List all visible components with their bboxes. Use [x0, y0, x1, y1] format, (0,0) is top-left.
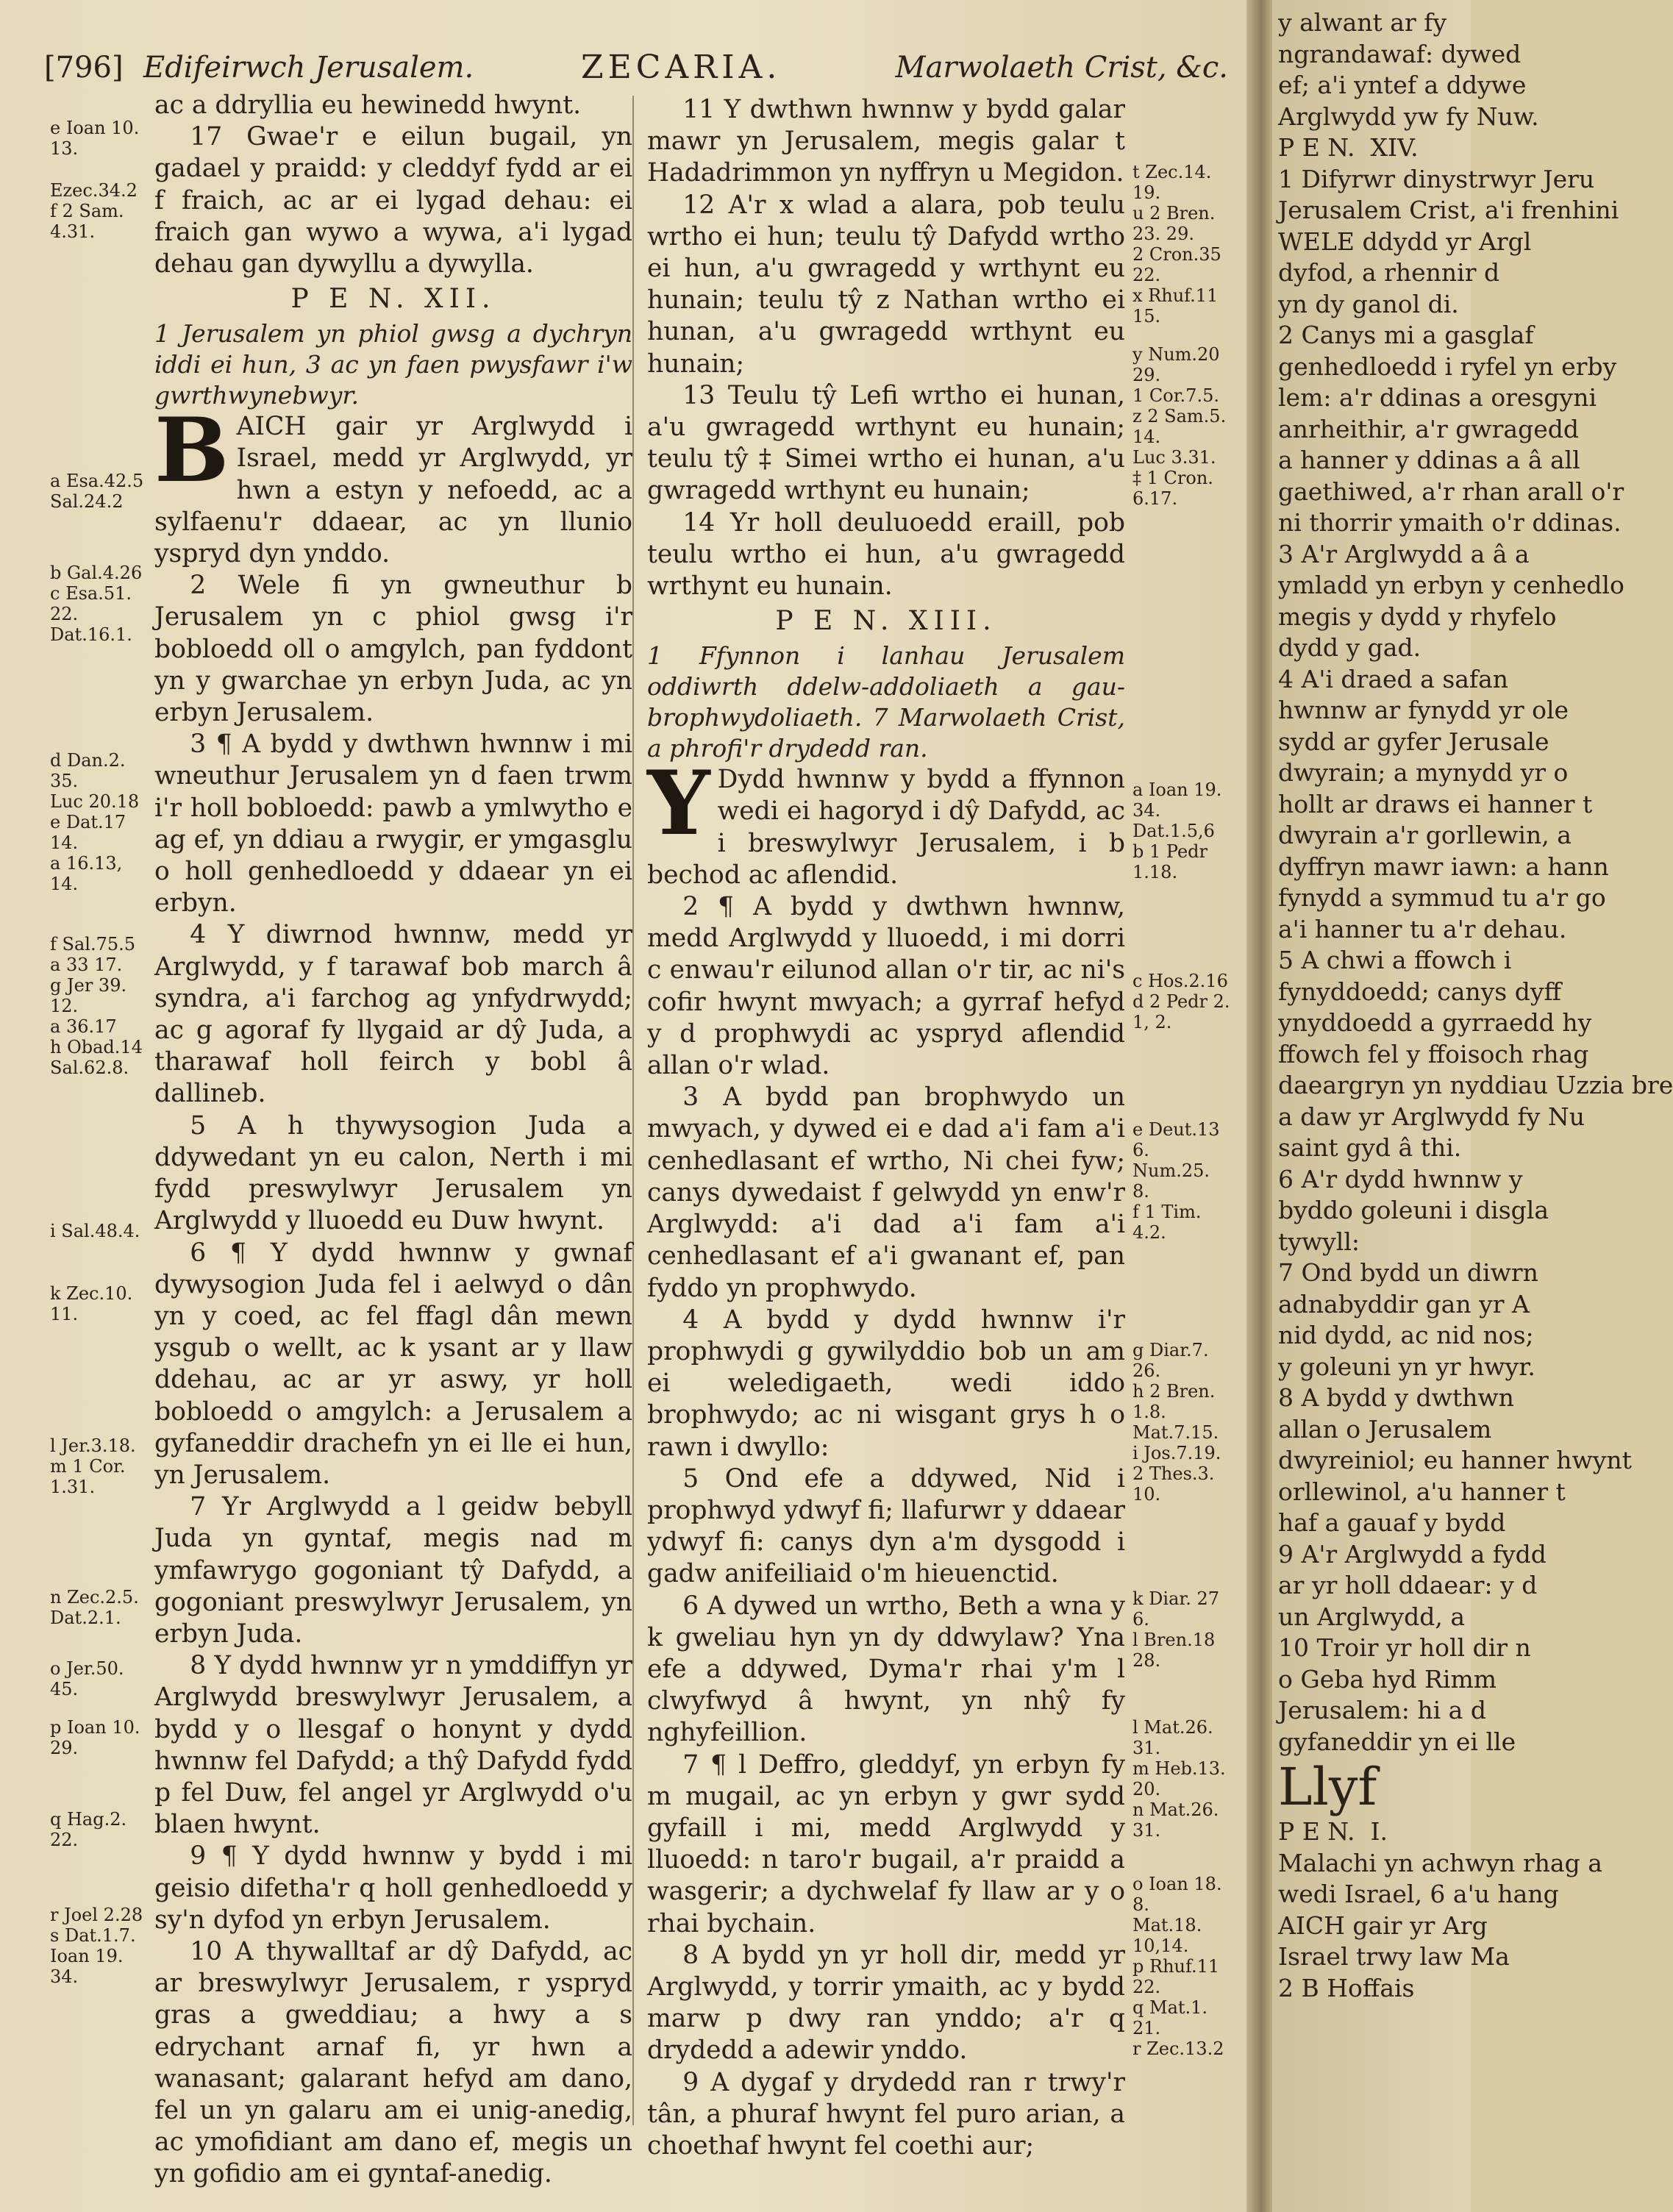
- verse: 11 Y dwthwn hwnnw y bydd galar mawr yn Jerusalem, megis galar t Hadadrimmon yn nyffryn u Megidon.: [647, 95, 1125, 188]
- facing-line: lem: a'r ddinas a oresgyni: [1278, 383, 1597, 412]
- margin-reference: n Zec.2.5. Dat.2.1.: [50, 1587, 139, 1628]
- left-column: [154, 90, 632, 2191]
- facing-line: ngrandawaf: dywed: [1278, 39, 1522, 68]
- facing-line: orllewinol, a'u hanner t: [1278, 1477, 1566, 1506]
- column-divider: [632, 96, 634, 2125]
- facing-chapter-heading: P E N. I.: [1278, 1817, 1388, 1846]
- facing-line: WELE ddydd yr Argl: [1278, 226, 1532, 256]
- facing-line: nid dydd, ac nid nos;: [1278, 1321, 1534, 1349]
- facing-line: dyfod, a rhennir d: [1278, 258, 1500, 287]
- facing-line: dwyrain; a mynydd yr o: [1278, 758, 1569, 787]
- margin-reference: k Zec.10. 11.: [50, 1283, 133, 1324]
- margin-reference: Ezec.34.2 f 2 Sam. 4.31.: [50, 180, 138, 242]
- book-gutter: [1246, 0, 1272, 2212]
- margin-reference: c Hos.2.16 d 2 Pedr 2. 1, 2.: [1132, 971, 1230, 1032]
- facing-line: o Geba hyd Rimm: [1278, 1664, 1497, 1694]
- margin-reference: o Jer.50. 45.: [50, 1658, 124, 1699]
- facing-page-text: [1278, 7, 1673, 2004]
- facing-line: 6 A'r dydd hwnnw y: [1278, 1164, 1523, 1194]
- chapter-heading: P E N. XII.: [290, 284, 496, 315]
- facing-line: 2 Canys mi a gasglaf: [1278, 321, 1534, 349]
- verse: 3 A bydd pan brophwydo un mwyach, y dywed ei e dad a'i fam a'i cenhedlasant ef wrtho, Ni chei fyw; canys dywedaist f gelwydd yn enw'r Arglwydd: a'i dad a'i fam a'i cenhedlasant ef a'i gwanant ef, pan fyddo yn prophwydo.: [647, 1082, 1125, 1303]
- facing-line: 5 A chwi a ffowch i: [1278, 946, 1512, 974]
- facing-line: dwyreiniol; eu hanner hwynt: [1278, 1446, 1632, 1474]
- verse: 14 Yr holl deuluoedd eraill, pob teulu wrtho ei hun, a'u gwragedd wrthynt eu hunain.: [647, 507, 1125, 602]
- margin-reference: o Ioan 18. 8. Mat.18. 10,14. p Rhuf.11 22. q Mat.1. 21. r Zec.13.2: [1132, 1874, 1224, 2059]
- margin-reference: q Hag.2. 22.: [50, 1809, 127, 1850]
- margin-reference: e Deut.13 6. Num.25. 8. f 1 Tim. 4.2.: [1132, 1119, 1220, 1243]
- verse: 13 Teulu tŷ Lefi wrtho ei hunan, a'u gwragedd wrthynt eu hunain; teulu tŷ ‡ Simei wrtho ei hunan, a'u gwragedd wrthynt eu hunain;: [647, 380, 1125, 506]
- facing-line: Israel trwy law Ma: [1278, 1942, 1510, 1971]
- facing-line: a daw yr Arglwydd fy Nu: [1278, 1102, 1585, 1131]
- facing-line: adnabyddir gan yr A: [1278, 1289, 1530, 1319]
- margin-reference: d Dan.2. 35. Luc 20.18 e Dat.17 14. a 16.13, 14.: [50, 750, 140, 894]
- facing-line: haf a gauaf y bydd: [1278, 1508, 1506, 1537]
- facing-line: daeargryn yn nyddiau Uzzia bre: [1278, 1071, 1673, 1099]
- left-running-title: Edifeirwch Jerusalem.: [143, 51, 474, 85]
- facing-line: 2 B Hoffais: [1278, 1973, 1415, 2002]
- facing-line: byddo goleuni i disgla: [1278, 1196, 1549, 1224]
- verse: 12 A'r x wlad a alara, pob teulu wrtho ei hun; teulu tŷ Dafydd wrtho ei hun, a'u gwragedd y wrthynt eu hunain; teulu tŷ z Nathan wrtho ei hunan, a'u gwragedd wrthynt eu hunain;: [647, 190, 1125, 379]
- facing-line: ffowch fel y ffoisoch rhag: [1278, 1039, 1589, 1068]
- margin-reference: p Ioan 10. 29.: [50, 1717, 140, 1758]
- facing-book-title: Llyf: [1278, 1757, 1377, 1817]
- facing-line: ymladd yn erbyn y cenhedlo: [1278, 571, 1624, 599]
- facing-line: Malachi yn achwyn rhag a: [1278, 1848, 1602, 1877]
- page-number: [796]: [44, 51, 124, 85]
- facing-line: ef; a'i yntef a ddywe: [1278, 71, 1527, 99]
- facing-line: ynyddoedd a gyrraedd hy: [1278, 1008, 1592, 1037]
- running-header: [44, 46, 1228, 90]
- facing-line: dyffryn mawr iawn: a hann: [1278, 852, 1609, 881]
- facing-line: 3 A'r Arglwydd a â a: [1278, 539, 1530, 568]
- margin-reference: b Gal.4.26 c Esa.51. 22. Dat.16.1.: [50, 563, 143, 645]
- margin-reference: l Mat.26. 31. m Heb.13. 20. n Mat.26. 31.: [1132, 1717, 1226, 1841]
- margin-reference: f Sal.75.5 a 33 17. g Jer 39. 12. a 36.17 h Obad.14 Sal.62.8.: [50, 934, 143, 1078]
- margin-reference: g Diar.7. 26. h 2 Bren. 1.8. Mat.7.15. i Jos.7.19. 2 Thes.3. 10.: [1132, 1340, 1221, 1505]
- book-title: ZECARIA.: [581, 49, 782, 86]
- facing-line: hwnnw ar fynydd yr ole: [1278, 696, 1569, 724]
- facing-line: Arglwydd yw fy Nuw.: [1278, 101, 1539, 131]
- facing-line: AICH gair yr Arg: [1278, 1910, 1488, 1940]
- facing-line: dwyrain a'r gorllewin, a: [1278, 821, 1572, 849]
- facing-line: Jerusalem: hi a d: [1278, 1696, 1486, 1724]
- facing-line: gaethiwed, a'r rhan arall o'r: [1278, 477, 1624, 506]
- verse: 7 ¶ l Deffro, gleddyf, yn erbyn fy m mugail, ac yn erbyn y gwr sydd gyfaill i mi, medd Arglwydd y lluoedd: n taro'r bugail, a'r praidd a wasgerir; a dychwelaf fy llaw ar y o rhai bychain.: [647, 1749, 1125, 1938]
- facing-line: un Arglwydd, a: [1278, 1602, 1466, 1631]
- facing-line: ar yr holl ddaear: y d: [1278, 1571, 1538, 1599]
- verse: 6 ¶ Y dydd hwnnw y gwnaf dywysogion Juda fel i aelwyd o dân yn y coed, ac fel ffagl dân mewn ysgub o wellt, ac k ysant ar y llaw ddehau, ac ar yr aswy, yr holl bobloedd o amgylch: a Jerusalem a gyfaneddir drachefn yn ei lle ei hun, yn Jerusalem.: [154, 1238, 632, 1490]
- facing-line: fynydd a symmud tu a'r go: [1278, 883, 1606, 912]
- verse: 5 A h thywysogion Juda a ddywedant yn eu calon, Nerth i mi fydd preswylwyr Jerusalem yn Arglwydd y lluoedd eu Duw hwynt.: [154, 1110, 632, 1236]
- facing-line: 10 Troir yr holl dir n: [1278, 1633, 1531, 1662]
- right-running-title: Marwolaeth Crist, &c.: [895, 51, 1228, 85]
- margin-reference: a Esa.42.5 Sal.24.2: [50, 471, 144, 512]
- facing-line: gyfaneddir yn ei lle: [1278, 1727, 1516, 1756]
- facing-line: 1 Difyrwr dinystrwyr Jeru: [1278, 164, 1595, 193]
- verse: 2 Wele fi yn gwneuthur b Jerusalem yn c phiol gwsg i'r bobloedd oll o amgylch, pan fyddont yn y gwarchae yn erbyn Juda, ac yn erbyn Jerusalem.: [154, 571, 632, 728]
- verse: 9 ¶ Y dydd hwnnw y bydd i mi geisio difetha'r q holl genhedloedd y sy'n dyfod yn erbyn Jerusalem.: [154, 1841, 632, 1935]
- verse: 2 ¶ A bydd y dwthwn hwnnw, medd Arglwydd y lluoedd, i mi dorri c enwau'r eilunod allan o'r tir, ac ni's cofir hwynt mwyach; a gyrraf hefyd y d prophwydi ac yspryd aflendid allan o'r wlad.: [647, 892, 1125, 1081]
- facing-line: ni thorrir ymaith o'r ddinas.: [1278, 508, 1622, 537]
- chapter-heading: P E N. XIII.: [775, 606, 997, 637]
- margin-reference: e Ioan 10. 13.: [50, 118, 140, 159]
- facing-line: a'i hanner tu a'r dehau.: [1278, 914, 1567, 943]
- chapter-summary: 1 Ffynnon i lanhau Jerusalem oddiwrth ddelw-addoliaeth a gau-brophwydoliaeth. 7 Marwolaeth Crist, a phrofi'r drydedd ran.: [647, 641, 1125, 763]
- chapter-summary: 1 Jerusalem yn phiol gwsg a dychryn iddi ei hun, 3 ac yn faen pwysfawr i'w gwrthwynebwyr.: [154, 319, 632, 410]
- facing-chapter-heading: P E N. XIV.: [1278, 133, 1419, 162]
- facing-line: Jerusalem Crist, a'i frenhini: [1278, 196, 1619, 224]
- verse: Y Dydd hwnnw y bydd a ffynnon wedi ei hagoryd i dŷ Dafydd, ac i breswylwyr Jerusalem, i b bechod ac aflendid.: [647, 752, 1125, 890]
- margin-reference: k Diar. 27 6. l Bren.18 28.: [1132, 1588, 1220, 1671]
- facing-line: yn dy ganol di.: [1278, 289, 1459, 318]
- margin-reference: y Num.20 29. 1 Cor.7.5. z 2 Sam.5. 14. Luc 3.31. ‡ 1 Cron. 6.17.: [1132, 344, 1227, 509]
- margin-reference: a Ioan 19. 34. Dat.1.5,6 b 1 Pedr 1.18.: [1132, 779, 1222, 882]
- facing-line: 9 A'r Arglwydd a fydd: [1278, 1539, 1547, 1569]
- drop-cap: Y: [647, 752, 710, 856]
- facing-line: a hanner y ddinas a â all: [1278, 446, 1580, 474]
- verse: 8 A bydd yn yr holl dir, medd yr Arglwydd, y torrir ymaith, ac y bydd marw p dwy ran ynddo; a'r q drydedd a adewir ynddo.: [647, 1940, 1125, 2066]
- verse: 17 Gwae'r e eilun bugail, yn gadael y praidd: y cleddyf fydd ar ei f fraich, ac ar ei lygad dehau: ei fraich gan wywo a wywa, a'i lygad dehau gan dywyllu a dywylla.: [154, 122, 632, 279]
- verse: 4 Y diwrnod hwnnw, medd yr Arglwydd, y f tarawaf bob march â syndra, a'i farchog ag ynfydrwydd; ac g agoraf fy llygaid ar dŷ Juda, a tharawaf holl feirch y bobl â dallineb.: [154, 920, 632, 1109]
- facing-line: genhedloedd i ryfel yn erby: [1278, 352, 1617, 381]
- margin-reference: i Sal.48.4.: [50, 1221, 140, 1241]
- facing-line: saint gyd â thi.: [1278, 1133, 1462, 1162]
- verse: 10 A thywalltaf ar dŷ Dafydd, ac ar breswylwyr Jerusalem, r yspryd gras a gweddiau; a hwy a s edrychant arnaf fi, yr hwn a wanasant; galarant hefyd am dano, fel un yn galaru am ei unig-anedig, ac ymofidiant am dano ef, megis un yn gofidio am ei gyntaf-anedig.: [154, 1936, 632, 2189]
- verse: 6 A dywed un wrtho, Beth a wna y k gweliau hyn yn dy ddwylaw? Yna efe a ddywed, Dyma'r rhai y'm l clwyfwyd â hwynt, yn nhŷ fy nghyfeillion.: [647, 1591, 1125, 1748]
- verse: ac a ddryllia eu hewinedd hwynt.: [154, 90, 582, 120]
- drop-cap: B: [154, 399, 229, 503]
- facing-line: anrheithir, a'r gwragedd: [1278, 414, 1579, 443]
- facing-line: wedi Israel, 6 a'u hang: [1278, 1880, 1559, 1908]
- margin-reference: r Joel 2.28 s Dat.1.7. Ioan 19. 34.: [50, 1905, 143, 1987]
- facing-line: y alwant ar fy: [1278, 8, 1447, 37]
- facing-line: allan o Jerusalem: [1278, 1414, 1492, 1444]
- facing-line: 8 A bydd y dwthwn: [1278, 1383, 1514, 1412]
- facing-line: dydd y gad.: [1278, 633, 1421, 662]
- facing-line: 7 Ond bydd un diwrn: [1278, 1258, 1538, 1287]
- facing-line: tywyll:: [1278, 1227, 1360, 1256]
- facing-line: sydd ar gyfer Jerusale: [1278, 727, 1549, 756]
- right-column: [647, 94, 1125, 2162]
- verse: 9 A dygaf y drydedd ran r trwy'r tân, a phuraf hwynt fel puro arian, a choethaf hwynt fel coethi aur;: [647, 2067, 1125, 2161]
- verse: 4 A bydd y dydd hwnnw i'r prophwydi g gywilyddio bob un am ei weledigaeth, wedi iddo brophwydo; ac ni wisgant grys h o rawn i dwyllo:: [647, 1305, 1125, 1462]
- verse: 3 ¶ A bydd y dwthwn hwnnw i mi wneuthur Jerusalem yn d faen trwm i'r holl bobloedd: pawb a ymlwytho e ag ef, yn ddiau a rwygir, er ymgasglu o holl genhedloedd y ddaear yn ei erbyn.: [154, 729, 632, 918]
- facing-line: 4 A'i draed a safan: [1278, 664, 1509, 693]
- facing-line: hollt ar draws ei hanner t: [1278, 789, 1593, 818]
- facing-line: megis y dydd y rhyfelo: [1278, 602, 1557, 631]
- verse: 5 Ond efe a ddywed, Nid i prophwyd ydwyf fi; llafurwr y ddaear ydwyf fi: canys dyn a'm dysgodd i gadw anifeiliaid o'm hieuenctid.: [647, 1463, 1125, 1589]
- margin-reference: l Jer.3.18. m 1 Cor. 1.31.: [50, 1435, 136, 1497]
- facing-line: fynyddoedd; canys dyff: [1278, 977, 1561, 1006]
- facing-page: [1272, 0, 1673, 2212]
- verse: BAICH gair yr Arglwydd i Israel, medd yr Arglwydd, yr hwn a estyn y nefoedd, ac a sylfaenu'r ddaear, ac yn llunio yspryd dyn ynddo.: [154, 399, 632, 569]
- verse: 8 Y dydd hwnnw yr n ymddiffyn yr Arglwydd breswylwyr Jerusalem, a bydd y o llesgaf o honynt y dydd hwnnw fel Dafydd; a thŷ Dafydd fydd p fel Duw, fel angel yr Arglwydd o'u blaen hwynt.: [154, 1651, 632, 1840]
- facing-line: y goleuni yn yr hwyr.: [1278, 1352, 1535, 1381]
- verse: 7 Yr Arglwydd a l geidw bebyll Juda yn gyntaf, megis nad m ymfawrygo gogoniant tŷ Dafydd, a gogoniant preswylwyr Jerusalem, yn erbyn Juda.: [154, 1492, 632, 1649]
- margin-reference: t Zec.14. 19. u 2 Bren. 23. 29. 2 Cron.35 22. x Rhuf.11 15.: [1132, 162, 1221, 327]
